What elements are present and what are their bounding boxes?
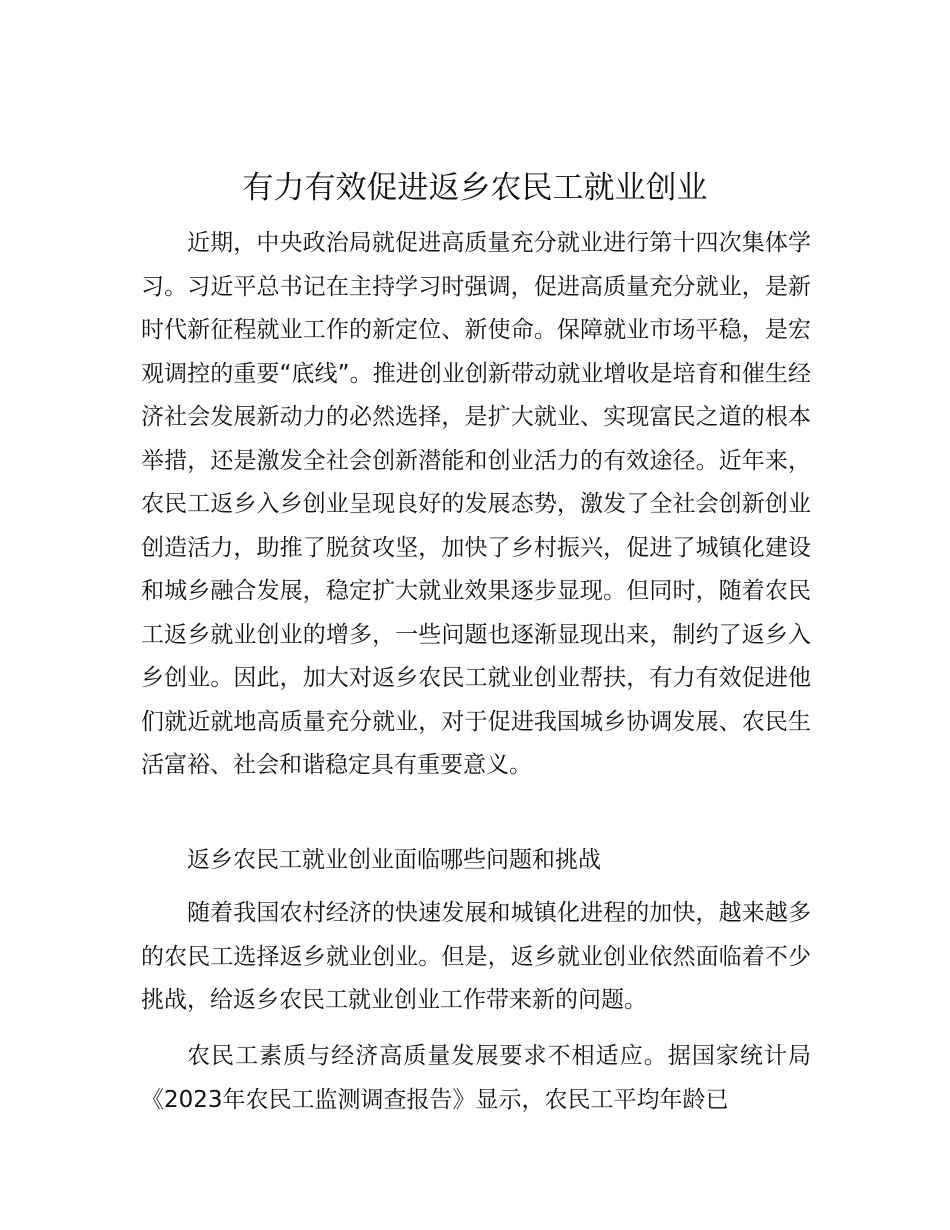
section-heading: 返乡农民工就业创业面临哪些问题和挑战 [187,847,601,873]
paragraph-challenges: 随着我国农村经济的快速发展和城镇化进程的加快，越来越多的农民工选择返乡就业创业。但是，返乡就业创业依然面临着不少挑战，给返乡农民工就业创业工作带来新的问题。 [141,900,811,1013]
paragraph-worker-quality: 农民工素质与经济高质量发展要求不相适应。据国家统计局《2023年农民工监测调查报告》显示，农民工平均年龄已 [141,1043,811,1113]
paragraph-intro: 近期，中央政治局就促进高质量充分就业进行第十四次集体学习。习近平总书记在主持学习时强调，促进高质量充分就业，是新时代新征程就业工作的新定位、新使命。保障就业市场平稳，是宏观调控的重要“底线”。推进创业创新带动就业增收是培育和催生经济社会发展新动力的必然选择，是扩大就业、实现富民之道的根本举措，还是激发全社会创新潜能和创业活力的有效途径。近年来，农民工返乡入乡创业呈现良好的发展态势，激发了全社会创新创业创造活力，助推了脱贫攻坚，加快了乡村振兴，促进了城镇化建设和城乡融合发展，稳定扩大就业效果逐步显现。但同时，随着农民工返乡就业创业的增多，一些问题也逐渐显现出来，制约了返乡入乡创业。因此，加大对返乡农民工就业创业帮扶，有力有效促进他们就近就地高质量充分就业，对于促进我国城乡协调发展、农民生活富裕、社会和谐稳定具有重要意义。 [141,230,811,778]
document-title: 有力有效促进返乡农民工就业创业 [242,170,708,206]
